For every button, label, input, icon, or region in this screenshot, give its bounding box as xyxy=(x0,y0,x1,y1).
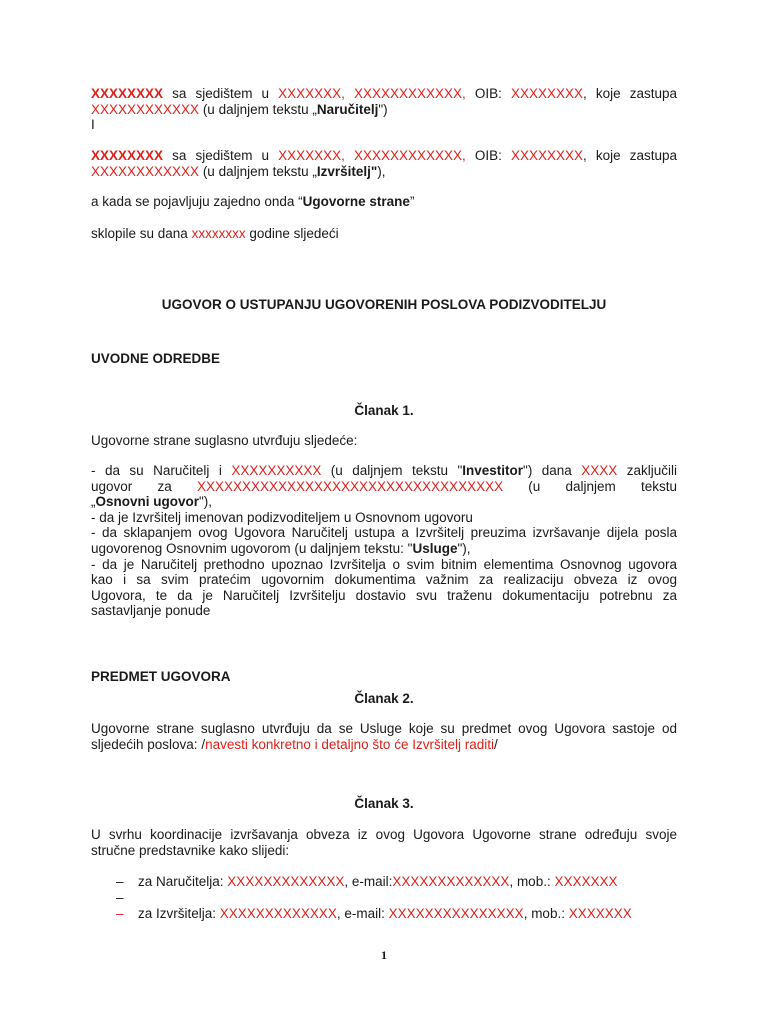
services-term: Usluge xyxy=(412,540,458,556)
party-1-role: Naručitelj xyxy=(316,101,379,117)
signed-date: xxxxxxxx xyxy=(191,226,246,241)
article-2-text: / xyxy=(493,736,498,752)
bullet-text: „ xyxy=(91,494,96,510)
rep-mob-placeholder: XXXXXXX xyxy=(568,906,632,921)
bullet-text: ugovor za xyxy=(91,478,197,494)
party-1-address: XXXXXXX, XXXXXXXXXXXX, xyxy=(278,86,466,101)
party-1-name: XXXXXXXX xyxy=(91,86,164,101)
section-heading-subject: PREDMET UGOVORA xyxy=(91,669,231,684)
party-1-representative: XXXXXXXXXXXX xyxy=(91,101,200,117)
article-2-heading: Članak 2. xyxy=(354,691,414,706)
party-2-oib: XXXXXXXX xyxy=(510,148,584,163)
party-2-text: , koje zastupa xyxy=(583,148,677,163)
article-1-bullets xyxy=(91,463,677,619)
party-2-address: XXXXXXX, XXXXXXXXXXXX, xyxy=(278,148,466,163)
representative-client xyxy=(116,874,676,890)
signed-text: godine sljedeći xyxy=(245,226,339,241)
representative-client-text xyxy=(138,874,617,890)
bullet-1-line-2 xyxy=(91,479,677,495)
bullet-3-line-2 xyxy=(91,541,677,557)
rep-label: za Izvršitelja: xyxy=(138,906,220,921)
together-text: a kada se pojavljuju zajedno onda “ xyxy=(91,194,303,209)
article-2-line-1: Ugovorne strane suglasno utvrđuju da se Usluge koje su predmet ovog Ugovora sastoje od xyxy=(91,721,677,736)
bullet-text: zaključili xyxy=(617,463,678,478)
party-2-name: XXXXXXXX xyxy=(91,148,164,163)
rep-mob-label: , mob.: xyxy=(509,874,555,889)
party-2-text: (u daljnjem tekstu „ xyxy=(199,163,317,179)
dash-marker: – xyxy=(116,906,124,921)
rep-name-placeholder: XXXXXXXXXXXXX xyxy=(219,906,337,921)
party-1-line-1 xyxy=(91,86,677,102)
dash-marker: – xyxy=(116,890,124,905)
dash-marker: – xyxy=(116,874,124,889)
representative-contractor-text xyxy=(138,906,632,922)
bullet-text: ") dana xyxy=(523,463,582,478)
article-3-line-1: U svrhu koordinacije izvršavanja obveza iz ovog Ugovora Ugovorne strane određuju svoje xyxy=(91,827,677,842)
signed-line xyxy=(91,226,677,242)
bullet-text: (u daljnjem tekstu xyxy=(503,478,677,494)
party-1-paragraph xyxy=(91,86,677,133)
together-line xyxy=(91,194,677,210)
party-2-paragraph xyxy=(91,148,677,179)
bullet-3-line-1: - da sklapanjem ovog Ugovora Naručitelj ustupa a Izvršitelj preuzima izvršavanje dijela posla xyxy=(91,525,677,541)
party-2-line-2 xyxy=(91,164,677,180)
bullet-4-line-3: Ugovora, te da je Naručitelj Izvršitelju dostavio svu traženu dokumentaciju potrebnu za xyxy=(91,587,677,603)
empty-list-item xyxy=(116,890,676,906)
bullet-text: "), xyxy=(199,494,213,510)
rep-email-label: , e-mail: xyxy=(336,906,389,921)
rep-mob-placeholder: XXXXXXX xyxy=(554,874,618,889)
party-1-line-2 xyxy=(91,102,677,118)
article-2-line-2 xyxy=(91,737,677,753)
rep-mob-label: , mob.: xyxy=(523,906,569,921)
contracting-parties-term: Ugovorne strane xyxy=(302,194,410,209)
party-1-oib: XXXXXXXX xyxy=(510,86,584,101)
article-3-heading: Članak 3. xyxy=(354,796,414,811)
bullet-text: - da su Naručitelj i xyxy=(91,463,232,478)
party-2-role: Izvršitelj" xyxy=(316,163,378,179)
article-1-heading: Članak 1. xyxy=(354,403,414,418)
bullet-1-line-3 xyxy=(91,494,677,510)
page-number: 1 xyxy=(381,948,387,962)
bullet-4-line-2: kao i sa svim pratećim ugovornim dokumentima važnim za realizaciju obveza iz ovog xyxy=(91,572,677,588)
representatives-list xyxy=(116,874,676,922)
party-1-text: OIB: xyxy=(465,86,511,101)
contract-subject-placeholder: XXXXXXXXXXXXXXXXXXXXXXXXXXXXXXXXXX xyxy=(196,478,504,494)
party-2-text: ), xyxy=(377,163,386,179)
party-2-line-1 xyxy=(91,148,677,164)
investor-placeholder: XXXXXXXXXX xyxy=(231,463,322,478)
bullet-1-line-1 xyxy=(91,463,677,479)
party-2-text: sa sjedištem u xyxy=(163,148,279,163)
bullet-text: (u daljnjem tekstu " xyxy=(321,463,463,478)
party-2-text: OIB: xyxy=(465,148,511,163)
bullet-4-line-1: - da je Naručitelj prethodno upoznao Izvršitelja o svim bitnim elementima Osnovnog ugovora xyxy=(91,556,677,572)
instruction-placeholder: navesti konkretno i detaljno što će Izvršitelj raditi xyxy=(205,736,494,752)
article-2-paragraph xyxy=(91,721,677,752)
together-text: ” xyxy=(409,194,415,209)
party-1-text: ") xyxy=(378,101,388,117)
signed-text: sklopile su dana xyxy=(91,226,192,241)
article-3-paragraph xyxy=(91,827,677,858)
rep-name-placeholder: XXXXXXXXXXXXX xyxy=(227,874,345,889)
party-2-representative: XXXXXXXXXXXX xyxy=(91,163,200,179)
article-2-text: sljedećih poslova: / xyxy=(91,736,206,752)
main-contract-term: Osnovni ugovor xyxy=(95,494,200,510)
article-1-lead: Ugovorne strane suglasno utvrđuju sljedeće: xyxy=(91,433,358,448)
date-placeholder: XXXX xyxy=(581,463,618,478)
rep-email-label: , e-mail: xyxy=(344,874,393,889)
bullet-text: "), xyxy=(457,540,471,556)
bullet-text: ugovorenog Osnovnim ugovorom (u daljnjem tekstu: " xyxy=(91,540,413,556)
rep-email-placeholder: XXXXXXXXXXXXXXX xyxy=(388,906,524,921)
party-1-text: , koje zastupa xyxy=(583,86,677,101)
investor-term: Investitor xyxy=(462,463,524,478)
article-3-line-2: stručne predstavnike kako slijedi: xyxy=(91,842,290,858)
bullet-2: - da je Izvršitelj imenovan podizvoditeljem u Osnovnom ugovoru xyxy=(91,509,473,525)
bullet-4-line-4: sastavljanje ponude xyxy=(91,603,211,619)
party-1-text: (u daljnjem tekstu „ xyxy=(199,101,317,117)
section-heading-intro: UVODNE ODREDBE xyxy=(91,351,221,366)
contract-title: UGOVOR O USTUPANJU UGOVORENIH POSLOVA PODIZVODITELJU xyxy=(161,297,607,312)
party-1-text: sa sjedištem u xyxy=(163,86,279,101)
representative-contractor xyxy=(116,906,676,922)
and-word: I xyxy=(91,117,95,133)
rep-email-placeholder: XXXXXXXXXXXXX xyxy=(392,874,510,889)
rep-label: za Naručitelja: xyxy=(138,874,228,889)
